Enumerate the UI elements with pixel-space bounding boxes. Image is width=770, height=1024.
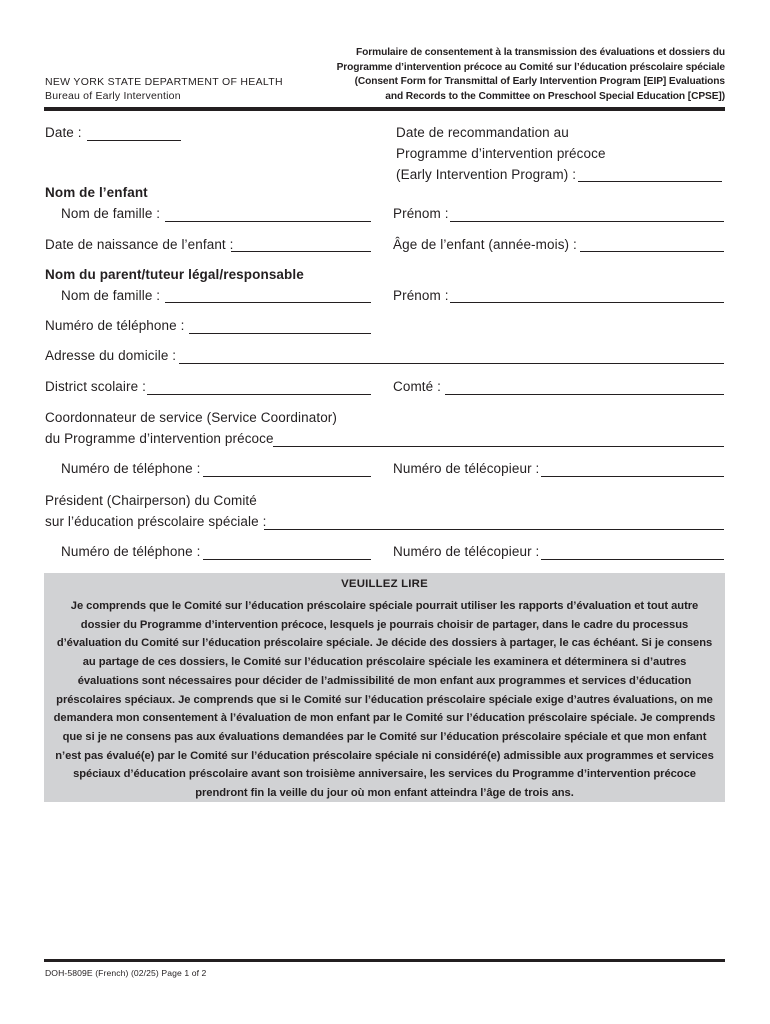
service-coordinator-label-line: Coordonnateur de service (Service Coordinator) [45,410,337,425]
header-rule [44,107,725,111]
child-section-title: Nom de l’enfant [45,185,148,200]
form-title [305,46,725,104]
child-first-name-label: Prénom : [393,206,449,221]
parent-last-name-field[interactable] [165,302,371,303]
date-label: Date : [45,125,82,140]
notice-box [44,573,725,802]
chair-phone-label: Numéro de téléphone : [61,544,201,559]
notice-line: au partage de ces dossiers, le Comité sur l’éducation préscolaire spéciale les examinera et déterminera si d’autres [82,656,687,669]
chair-label-line: sur l’éducation préscolaire spéciale : [45,514,267,529]
child-last-name-label: Nom de famille : [61,206,161,221]
chair-fax-label: Numéro de télécopieur : [393,544,540,559]
child-dob-label: Date de naissance de l’enfant : [45,237,234,252]
form-title-line: Programme d’intervention précoce au Comité sur l’éducation préscolaire spéciale [336,61,725,73]
sc-fax-label: Numéro de télécopieur : [393,461,540,476]
notice-heading: VEUILLEZ LIRE [341,578,428,590]
date-field[interactable] [87,140,181,141]
service-coordinator-field[interactable] [273,446,724,447]
form-title-line: Formulaire de consentement à la transmission des évaluations et dossiers du [356,47,725,58]
child-last-name-field[interactable] [165,221,371,222]
notice-line: demandera mon consentement à l’évaluation de mon enfant par le Comité sur l’éducation préscolaire spéciale. Je comprends [53,712,716,725]
child-dob-field[interactable] [231,251,371,252]
referral-date-label-line: (Early Intervention Program) : [396,167,577,182]
child-first-name-field[interactable] [450,221,724,222]
notice-line: Je comprends que le Comité sur l’éducation préscolaire spéciale pourrait utiliser les rapports d’évaluation et tout autre [70,600,699,612]
county-label: Comté : [393,379,441,394]
sc-phone-label: Numéro de téléphone : [61,461,201,476]
form-title-line: and Records to the Committee on Preschool Special Education [CPSE]) [385,90,725,102]
parent-section-title: Nom du parent/tuteur légal/responsable [45,267,304,282]
chair-label-line: Président (Chairperson) du Comité [45,493,257,508]
referral-date-label-line: Programme d’intervention précoce [396,146,606,161]
notice-line: d’évaluation du Comité sur l’éducation préscolaire spéciale. Je décide des dossiers à partager, le cas échéant. Si je consens [56,637,713,650]
agency-name: NEW YORK STATE DEPARTMENT OF HEALTH [45,76,283,88]
notice-line: évaluations sont nécessaires pour décider de l’admissibilité de mon enfant aux programmes et services d’éducation [77,674,692,687]
county-field[interactable] [445,394,724,395]
notice-line: n’est pas évalué(e) par le Comité sur l’éducation préscolaire spéciale ni considéré(e) admissible aux programmes et services [55,749,714,762]
bureau-name: Bureau of Early Intervention [45,90,181,102]
referral-date-field[interactable] [578,181,722,182]
notice-body [50,597,719,803]
notice-line: que si je ne consens pas aux évaluations demandées par le Comité sur l’éducation préscolaire spéciale et que mon enfant [62,730,707,743]
service-coordinator-label-line: du Programme d’intervention précoce [45,431,274,446]
parent-last-name-label: Nom de famille : [61,288,161,303]
school-district-field[interactable] [147,394,371,395]
parent-first-name-label: Prénom : [393,288,449,303]
address-field[interactable] [179,363,724,364]
form-footer: DOH-5809E (French) (02/25) Page 1 of 2 [45,968,207,978]
sc-fax-field[interactable] [541,476,724,477]
chair-phone-field[interactable] [203,559,371,560]
phone-field[interactable] [189,333,371,334]
footer-rule [44,959,725,962]
child-age-field[interactable] [580,251,724,252]
chair-field[interactable] [264,529,724,530]
school-district-label: District scolaire : [45,379,146,394]
form-title-line: (Consent Form for Transmittal of Early Intervention Program [EIP] Evaluations [354,76,725,87]
sc-phone-field[interactable] [203,476,371,477]
phone-label: Numéro de téléphone : [45,318,185,333]
notice-line: spéciaux d’éducation préscolaire avant son troisième anniversaire, les services du Programme d’intervention précoce [73,768,696,781]
parent-first-name-field[interactable] [450,302,724,303]
notice-line: prendront fin la veille du jour où mon enfant atteindra l’âge de trois ans. [195,787,574,800]
chair-fax-field[interactable] [541,559,724,560]
child-age-label: Âge de l’enfant (année-mois) : [393,237,577,252]
address-label: Adresse du domicile : [45,348,177,363]
notice-line: préscolaires spéciaux. Je comprends que si le Comité sur l’éducation préscolaire spéciale exige d’autres évaluations, on me [56,693,713,706]
notice-line: dossier du Programme d’intervention précoce, lesquels je pourrais choisir de partager, dans le cadre du processus [80,618,689,631]
referral-date-label-line: Date de recommandation au [396,125,569,140]
